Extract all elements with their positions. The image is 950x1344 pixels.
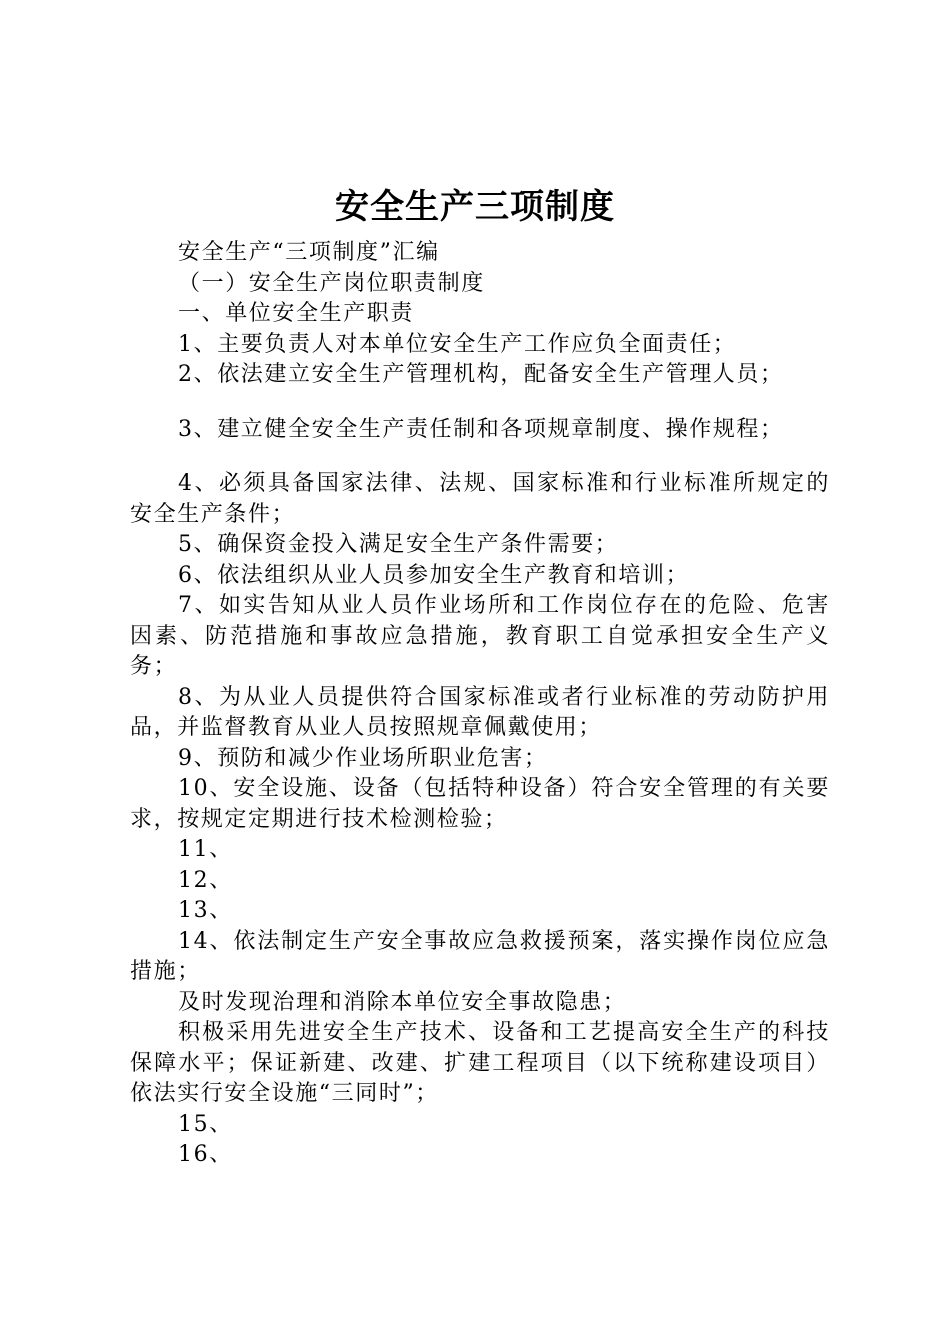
list-item-14: 14、依法制定生产安全事故应急救援预案，落实操作岗位应急措施； <box>130 928 830 984</box>
list-item-3: 3、建立健全安全生产责任制和各项规章制度、操作规程； <box>178 416 784 442</box>
paragraph-hazard: 及时发现治理和消除本单位安全事故隐患； <box>178 989 627 1015</box>
list-item-16: 16、 <box>178 1142 233 1167</box>
document-title: 安全生产三项制度 <box>335 187 615 227</box>
list-item-7: 7、如实告知从业人员作业场所和工作岗位存在的危险、危害因素、防范措施和事故应急措施，教育职工自觉承担安全生产义务； <box>130 593 830 679</box>
list-item-8: 8、为从业人员提供符合国家标准或者行业标准的劳动防护用品，并监督教育从业人员按照规章佩戴使用； <box>130 684 830 740</box>
blank-line <box>130 445 830 469</box>
list-item-5: 5、确保资金投入满足安全生产条件需要； <box>178 532 619 557</box>
list-item-13: 13、 <box>178 898 233 923</box>
document-body <box>130 238 830 1171</box>
list-item-4: 4、必须具备国家法律、法规、国家标准和行业标准所规定的安全生产条件； <box>130 471 830 527</box>
list-item-9: 9、预防和减少作业场所职业危害； <box>178 745 548 771</box>
subsection-heading: 一、单位安全生产职责 <box>178 301 415 326</box>
paragraph-technology: 积极采用先进安全生产技术、设备和工艺提高安全生产的科技保障水平；保证新建、改建、扩建工程项目（以下统称建设项目）依法实行安全设施“三同时”； <box>130 1020 830 1106</box>
list-item-15: 15、 <box>178 1111 233 1137</box>
list-item-12: 12、 <box>178 867 233 893</box>
list-item-2: 2、依法建立安全生产管理机构，配备安全生产管理人员； <box>178 362 784 387</box>
compilation-heading: 安全生产“三项制度”汇编 <box>178 240 440 265</box>
list-item-6: 6、依法组织从业人员参加安全生产教育和培训； <box>178 562 690 588</box>
blank-line <box>130 391 830 415</box>
list-item-1: 1、主要负责人对本单位安全生产工作应负全面责任； <box>178 331 737 357</box>
list-item-11: 11、 <box>178 837 233 862</box>
list-item-10: 10、安全设施、设备（包括特种设备）符合安全管理的有关要求，按规定定期进行技术检测检验； <box>130 776 830 832</box>
section-heading: （一）安全生产岗位职责制度 <box>178 270 485 296</box>
